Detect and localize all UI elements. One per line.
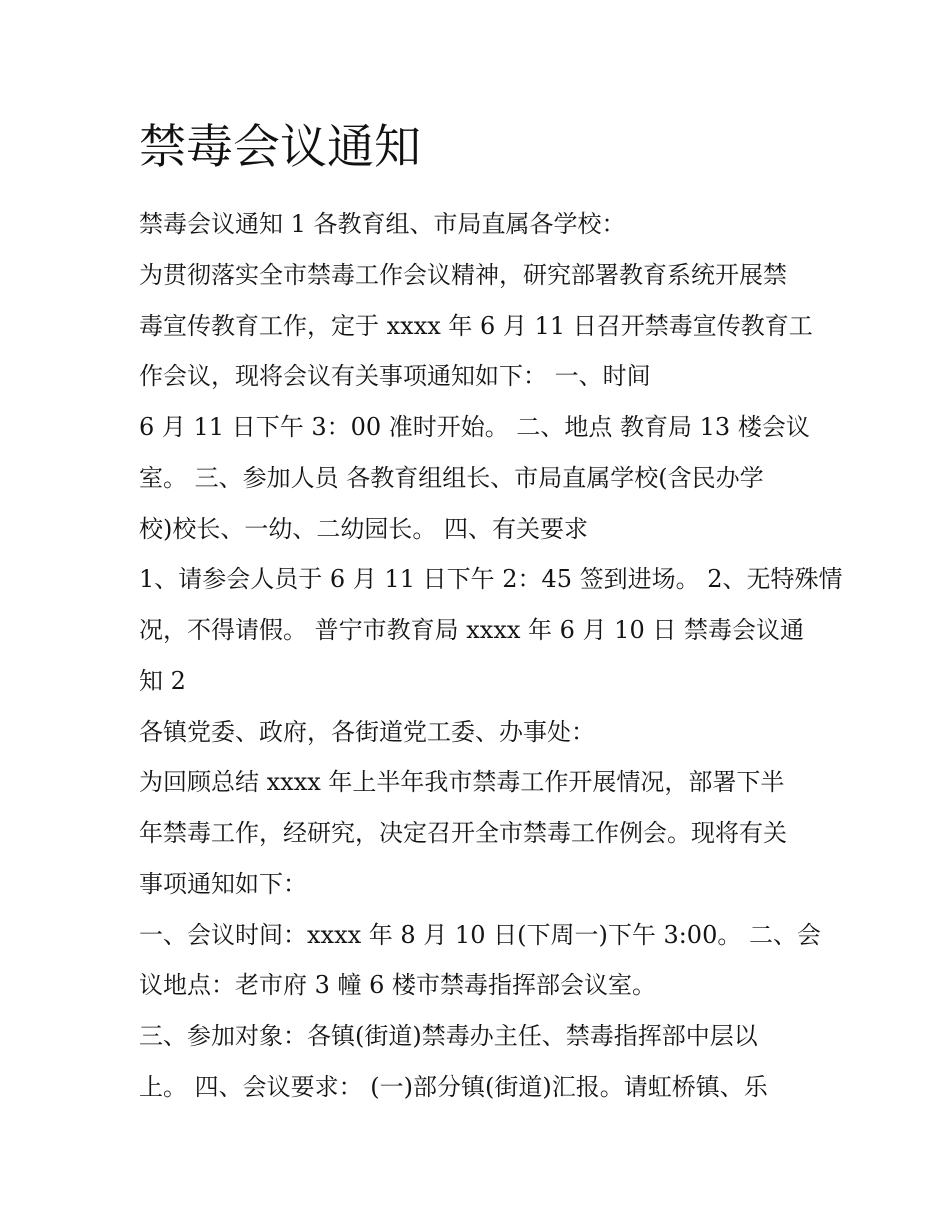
document-body — [139, 199, 843, 1113]
text-line: 议地点：老市府 3 幢 6 楼市禁毒指挥部会议室。 — [139, 971, 657, 1000]
text-line: 作会议，现将会议有关事项通知如下： 一、时间 — [139, 362, 651, 391]
text-line: 上。 四、会议要求： (一)部分镇(街道)汇报。请虹桥镇、乐 — [139, 1072, 768, 1101]
text-line: 毒宣传教育工作，定于 xxxx 年 6 月 11 日召开禁毒宣传教育工 — [139, 311, 813, 340]
text-line: 三、参加对象：各镇(街道)禁毒办主任、禁毒指挥部中层以 — [139, 1022, 758, 1050]
text-line: 况，不得请假。 普宁市教育局 xxxx 年 6 月 10 日 禁毒会议通 — [139, 616, 804, 644]
text-line: 室。 三、参加人员 各教育组组长、市局直属学校(含民办学 — [139, 463, 764, 492]
text-line: 1、请参会人员于 6 月 11 日下午 2：45 签到进场。 2、无特殊情 — [139, 565, 843, 594]
text-line: 为回顾总结 xxxx 年上半年我市禁毒工作开展情况，部署下半 — [139, 768, 785, 797]
text-line: 知 2 — [139, 666, 186, 695]
document-title: 禁毒会议通知 — [139, 120, 421, 175]
text-line: 年禁毒工作，经研究，决定召开全市禁毒工作例会。现将有关 — [139, 819, 787, 847]
text-line: 事项通知如下： — [139, 869, 307, 898]
text-line: 6 月 11 日下午 3：00 准时开始。 二、地点 教育局 13 楼会议 — [139, 413, 810, 441]
text-line: 禁毒会议通知 1 各教育组、市局直属各学校： — [139, 210, 626, 238]
text-line: 各镇党委、政府，各街道党工委、办事处： — [139, 717, 595, 746]
text-line: 一、会议时间：xxxx 年 8 月 10 日(下周一)下午 3:00。 二、会 — [139, 920, 821, 949]
text-line: 校)校长、一幼、二幼园长。 四、有关要求 — [139, 514, 588, 543]
text-line: 为贯彻落实全市禁毒工作会议精神，研究部署教育系统开展禁 — [139, 260, 787, 289]
